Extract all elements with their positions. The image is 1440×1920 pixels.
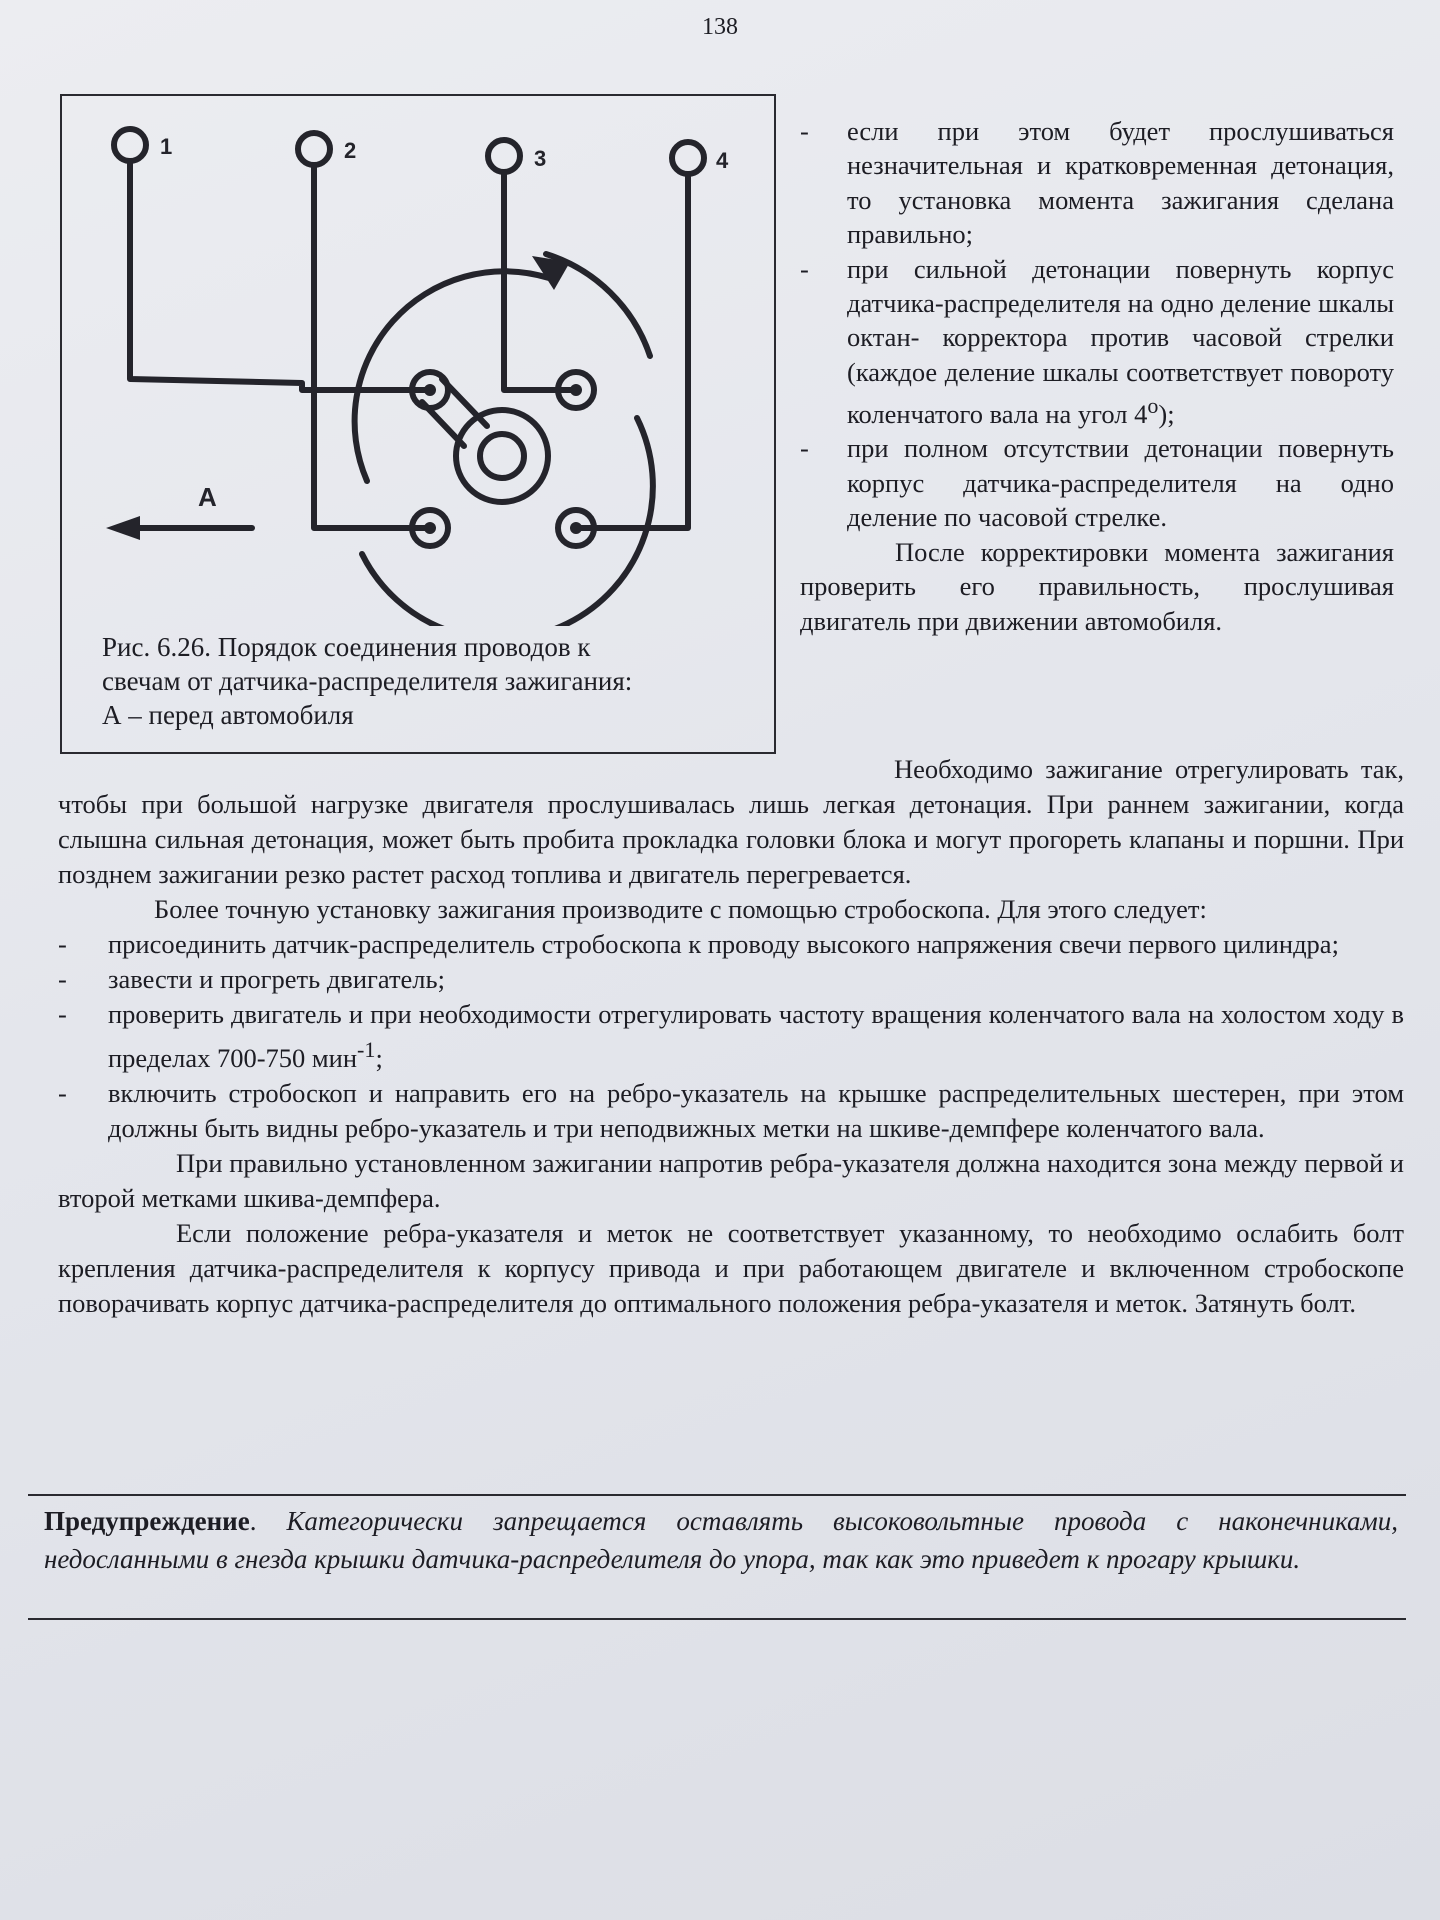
- list-item: - проверить двигатель и при необходимости отрегулировать частоту вращения коленчатого вала на холостом ходу в пределах 700-750 мин$^{-1}$;: [58, 999, 1404, 1073]
- warning-block: [44, 1502, 1398, 1578]
- bullet-dash: -: [58, 1077, 67, 1108]
- list-item: - если при этом будет прослушиваться незначительная и кратковременная детонация, то установка момента зажигания сделана правильно;: [800, 116, 1394, 250]
- main-text: [58, 752, 1404, 1321]
- wire-1: [130, 161, 430, 390]
- right-column: [800, 114, 1394, 638]
- bullet-dash: -: [800, 253, 809, 284]
- distributor-cap-arc-left: [355, 271, 549, 481]
- caption-line: Рис. 6.26. Порядок соединения проводов к: [102, 632, 591, 662]
- divider-bottom: [28, 1618, 1406, 1620]
- terminal-label-4: 4: [716, 148, 729, 173]
- bullet-dash: -: [58, 929, 67, 959]
- caption-line: А – перед автомобиля: [102, 700, 354, 730]
- page-number: 138: [702, 14, 738, 40]
- paragraph: Более точную установку зажигания производите с помощью стробоскопа. Для этого следует:: [154, 894, 1207, 924]
- list-item: - завести и прогреть двигатель;: [58, 962, 1404, 997]
- caption-line: свечам от датчика-распределителя зажигания:: [102, 666, 633, 696]
- paragraph: Необходимо зажигание отрегулировать так, чтобы при большой нагрузке двигателя прослушивалась лишь легкая детонация. При раннем зажигании, когда слышна сильная детонация, может быть пробита прокладка головки блока и могут прогореть клапаны и поршни. При позднем зажигании резко растет расход топлива и двигатель перегревается.: [58, 754, 1404, 889]
- bullet-dash: -: [800, 116, 809, 146]
- warning-label: Предупреждение: [44, 1506, 250, 1536]
- warning-separator: .: [249, 1506, 257, 1536]
- list-item: - при полном отсутствии детонации повернуть корпус датчика-распределителя на одно деление по часовой стрелке.: [800, 433, 1394, 533]
- rotor-hub-icon: [456, 410, 548, 502]
- arrow-label: A: [198, 482, 217, 512]
- paragraph: После корректировки момента зажигания проверить его правильность, прослушивая двигатель при движении автомобиля.: [800, 536, 1394, 636]
- warning-text: Категорически запрещается оставлять высоковольтные провода с наконечниками, недосланными в гнезда крышки датчика-распределителя до упора, так как это приведет к прогару крышки.: [44, 1506, 1399, 1574]
- bullet-dash: -: [58, 999, 67, 1029]
- paragraph: Если положение ребра-указателя и меток не соответствует указанному, то необходимо ослабить болт крепления датчика-распределителя к корпусу привода и при работающем двигателе и включенном стробоскопе поворачивать корпус датчика-распределителя до оптимального положения ребра-указателя и меток. Затянуть болт.: [58, 1217, 1404, 1318]
- figure-caption: [102, 630, 762, 732]
- wire-4: [576, 174, 688, 528]
- terminal-label-2: 2: [344, 138, 357, 163]
- list-item: - присоединить датчик-распределитель стробоскопа к проводу высокого напряжения свечи первого цилиндра;: [58, 927, 1404, 962]
- terminal-2-icon: [298, 133, 330, 165]
- wiring-diagram: [62, 96, 778, 626]
- divider-top: [28, 1494, 1406, 1496]
- list-item: - включить стробоскоп и направить его на ребро-указатель на крышке распределительных шестерен, при этом должны быть видны ребро-указатель и три неподвижных метки на шкиве-демпфере коленчатого вала.: [58, 1077, 1404, 1143]
- figure-6-26: [60, 94, 776, 754]
- bullet-dash: -: [800, 433, 809, 464]
- arrow-head-icon: [106, 516, 140, 540]
- rotor-center-icon: [480, 434, 524, 478]
- terminal-4-icon: [672, 142, 704, 174]
- rotor-arm-edge-upper: [442, 379, 487, 426]
- wire-3: [504, 172, 576, 390]
- list-item: - при сильной детонации повернуть корпус датчика-распределителя на одно деление шкалы октан- корректора против часовой стрелки (каждое деление шкалы соответствует повороту коленчатого вала на угол $4^о$);: [800, 253, 1394, 430]
- terminal-1-icon: [114, 129, 146, 161]
- bullet-dash: -: [58, 964, 67, 994]
- terminal-3-icon: [488, 140, 520, 172]
- paragraph: При правильно установленном зажигании напротив ребра-указателя должна находится зона между первой и второй метками шкива-демпфера.: [58, 1147, 1404, 1213]
- distributor-cap-arc-right: [362, 418, 653, 626]
- terminal-label-1: 1: [160, 134, 173, 159]
- terminal-label-3: 3: [534, 146, 547, 171]
- rotor-arm-edge-lower: [422, 402, 464, 446]
